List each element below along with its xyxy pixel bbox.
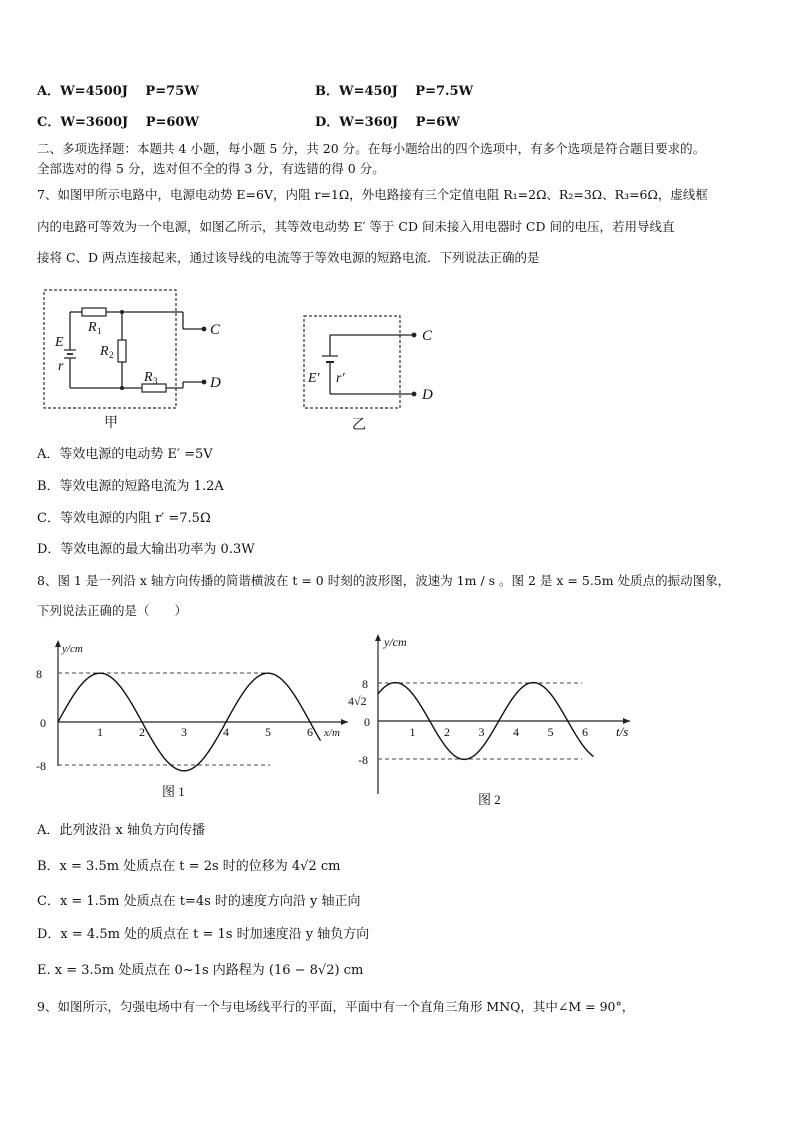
x-tick-label: 6 [582, 725, 588, 739]
q7-option-d: D．等效电源的最大输出功率为 0.3W [37, 542, 255, 557]
resistor-r1 [82, 308, 106, 316]
vibration-chart-figure2 [340, 626, 640, 812]
q8-stem-line2: 下列说法正确的是（ ） [37, 603, 188, 618]
q9-stem-line1: 9、如图所示，匀强电场中有一个与电场线平行的平面，平面中有一个直角三角形 MNQ，其中∠M = 90°， [37, 999, 635, 1014]
q8-option-d: D．x = 4.5m 处的质点在 t = 1s 时加速度沿 y 轴负方向 [37, 927, 370, 942]
terminal-d [202, 380, 207, 385]
label-r1: R [88, 320, 97, 335]
label-r-prime: r′ [336, 371, 345, 386]
circuit-figure-jia [38, 284, 238, 432]
label-r1-sub: 1 [97, 326, 102, 336]
terminal-c [202, 327, 207, 332]
wave-chart-figure1 [30, 630, 360, 808]
q8-option-b: B．x = 3.5m 处质点在 t = 2s 时的位移为 4√2 cm [37, 859, 341, 874]
y-tick-minus8: -8 [358, 753, 368, 767]
label-e-prime: E′ [308, 371, 320, 386]
q7-option-b: B．等效电源的短路电流为 1.2A [37, 479, 224, 494]
label-r2-sub: 2 [109, 350, 114, 360]
y-tick-0: 0 [364, 715, 370, 729]
caption-yi: 乙 [352, 418, 366, 433]
chart-title: 图 1 [162, 784, 185, 799]
label-r: r [58, 359, 64, 374]
label-c-yi: C [422, 328, 433, 344]
resistor-r2 [118, 340, 126, 362]
y-tick-0: 0 [40, 716, 46, 730]
y-tick-minus8: -8 [36, 759, 46, 773]
q8-stem-line1: 8、图 1 是一列沿 x 轴方向传播的简谐横波在 t = 0 时刻的波形图，波速为 1m / s 。图 2 是 x = 5.5m 处质点的振动图象， [37, 573, 731, 588]
circuit-figure-yi [300, 310, 450, 434]
label-e: E [55, 335, 64, 350]
x-tick-label: 4 [513, 725, 519, 739]
caption-jia: 甲 [104, 416, 118, 431]
label-d: D [210, 375, 221, 391]
q8-option-e: E. x = 3.5m 处质点在 0~1s 内路程为 (16 − 8√2) cm [37, 963, 364, 978]
x-tick-label: 5 [547, 725, 554, 739]
q7-option-a: A．等效电源的电动势 E′ =5V [37, 447, 213, 462]
label-r2: R [100, 344, 109, 359]
y-tick-8: 8 [36, 667, 42, 681]
chart-title: 图 2 [478, 792, 501, 807]
q6-option-a: A．W=4500J P=75W [37, 84, 199, 99]
x-tick-label: 5 [265, 725, 271, 739]
y-tick-8: 8 [362, 677, 368, 691]
label-c: C [210, 322, 221, 338]
section2-line1: 二、多项选择题：本题共 4 小题，每小题 5 分，共 20 分。在每小题给出的四个选项中，有多个选项是符合题目要求的。 [37, 141, 706, 156]
q6-option-d: D．W=360J P=6W [315, 115, 460, 130]
q6-option-c: C．W=3600J P=60W [37, 115, 200, 130]
x-tick-label: 2 [139, 725, 145, 739]
q7-stem-line2: 内的电路可等效为一个电源，如图乙所示，其等效电动势 E′ 等于 CD 间未接入用电器时 CD 间的电压，若用导线直 [37, 219, 675, 234]
y-tick-4root2: 4√2 [348, 694, 367, 708]
section2-line2: 全部选对的得 5 分，选对但不全的得 3 分，有选错的得 0 分。 [37, 161, 385, 176]
label-r3: R [144, 370, 153, 385]
x-tick-label: 3 [181, 725, 187, 739]
q7-stem-line3: 接将 C、D 两点连接起来，通过该导线的电流等于等效电源的短路电流．下列说法正确的是 [37, 250, 540, 265]
x-tick-label: 1 [97, 725, 103, 739]
label-d-yi: D [422, 387, 433, 403]
q8-option-c: C．x = 1.5m 处质点在 t=4s 时的速度方向沿 y 轴正向 [37, 894, 361, 909]
x-axis-label: x/m [324, 727, 340, 739]
y-axis-label: y/cm [62, 643, 83, 655]
q7-stem-line1: 7、如图甲所示电路中，电源电动势 E=6V，内阻 r=1Ω，外电路接有三个定值电阻 R₁=2Ω、R₂=3Ω、R₃=6Ω，虚线框 [37, 187, 708, 202]
x-tick-label: 6 [307, 725, 313, 739]
x-tick-label: 3 [478, 725, 485, 739]
q7-option-c: C．等效电源的内阻 r′ =7.5Ω [37, 511, 211, 526]
q6-option-b: B．W=450J P=7.5W [315, 84, 474, 99]
terminal-d-yi [412, 392, 417, 397]
y-axis-label: y/cm [384, 635, 407, 649]
q8-option-a: A．此列波沿 x 轴负方向传播 [37, 823, 205, 838]
x-tick-label: 4 [223, 725, 229, 739]
x-tick-label: 1 [409, 725, 416, 739]
x-axis-label: t/s [616, 724, 629, 739]
terminal-c-yi [412, 333, 417, 338]
label-r3-sub: 3 [153, 376, 158, 386]
x-tick-label: 2 [444, 725, 450, 739]
